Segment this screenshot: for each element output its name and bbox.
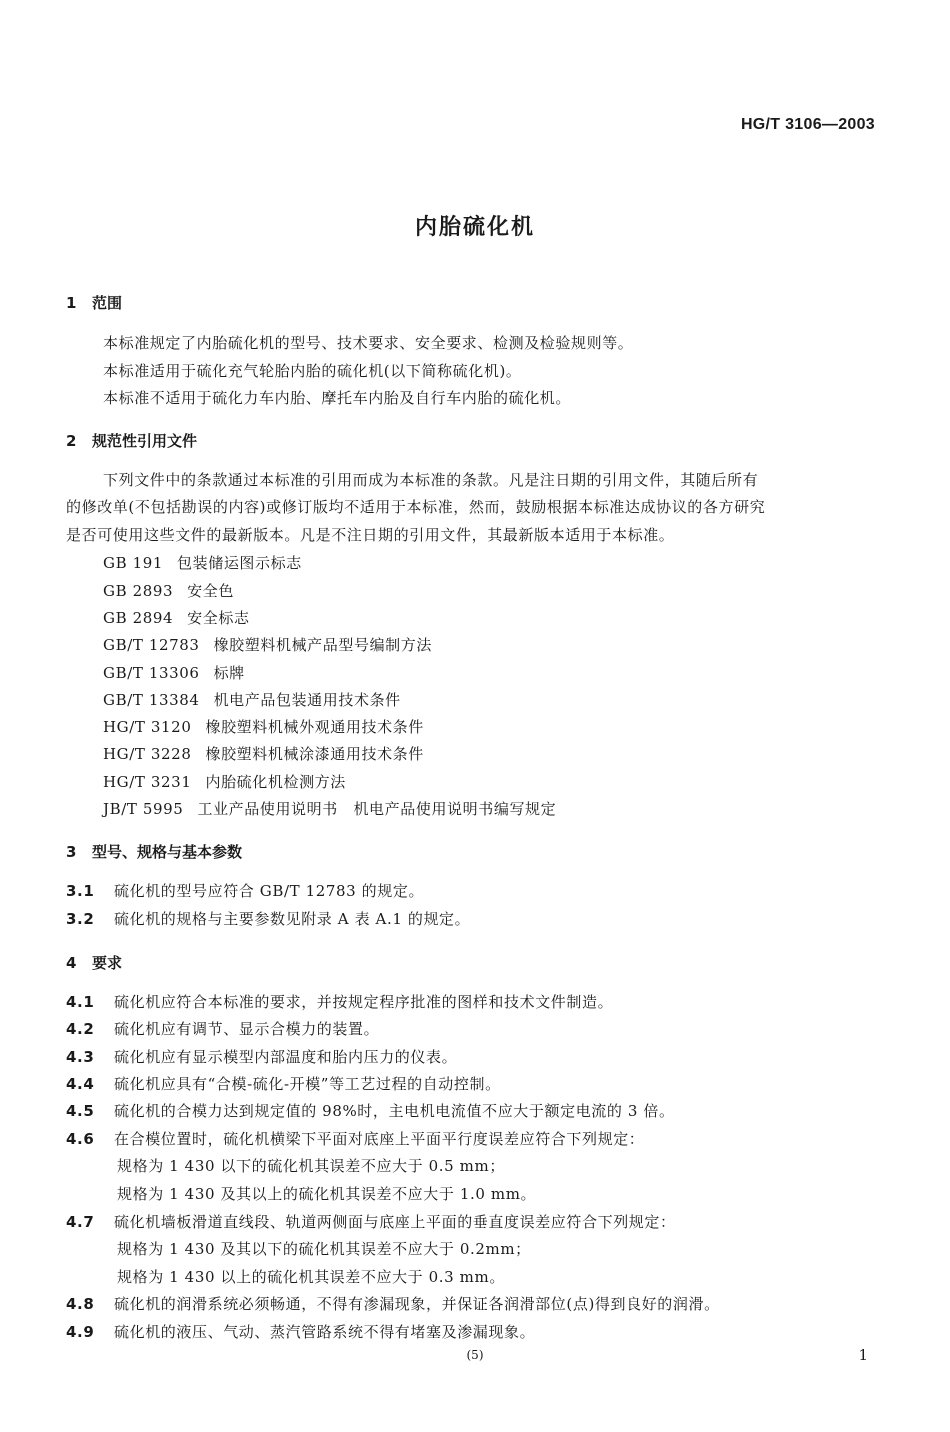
- document-title: 内胎硫化机: [414, 215, 535, 240]
- clause-text: 硫化机的合模力达到规定值的 98%时，主电机电流值不应大于额定电流的 3 倍。: [114, 1102, 675, 1120]
- reference-code: GB/T 13306: [103, 664, 200, 682]
- reference-code: HG/T 3120: [103, 718, 192, 736]
- section-title: 规范性引用文件: [92, 432, 198, 450]
- section-number: 3: [66, 843, 77, 861]
- paragraph-line: 下列文件中的条款通过本标准的引用而成为本标准的条款。凡是注日期的引用文件，其随后所有: [103, 471, 759, 489]
- clause: [66, 1073, 501, 1094]
- inner-page-number: (5): [466, 1348, 484, 1362]
- clause-number: 4.2: [66, 1020, 95, 1038]
- reference-item: [103, 716, 424, 737]
- reference-code: GB 191: [103, 554, 164, 572]
- reference-item: [103, 798, 556, 819]
- paragraph-line: 本标准适用于硫化充气轮胎内胎的硫化机(以下简称硫化机)。: [103, 362, 522, 380]
- paragraph-line: 是否可使用这些文件的最新版本。凡是不注日期的引用文件，其最新版本适用于本标准。: [66, 526, 675, 544]
- section-2-heading: [66, 430, 197, 451]
- reference-item: [103, 607, 250, 628]
- clause: [66, 1128, 644, 1149]
- reference-code: HG/T 3228: [103, 745, 192, 763]
- clause: [66, 1100, 675, 1121]
- clause-text: 硫化机的规格与主要参数见附录 A 表 A.1 的规定。: [114, 910, 471, 928]
- clause: [66, 1321, 535, 1342]
- section-number: 4: [66, 954, 77, 972]
- section-3-heading: [66, 841, 242, 862]
- sub-item: 规格为 1 430 及其以上的硫化机其误差不应大于 1.0 mm。: [117, 1185, 537, 1203]
- clause-number: 4.8: [66, 1295, 95, 1313]
- paragraph-line: 本标准不适用于硫化力车内胎、摩托车内胎及自行车内胎的硫化机。: [103, 389, 572, 407]
- reference-code: GB/T 12783: [103, 636, 200, 654]
- section-1-heading: [66, 292, 122, 313]
- clause-text: 硫化机应有显示模型内部温度和胎内压力的仪表。: [114, 1048, 458, 1066]
- paragraph-line: 的修改单(不包括勘误的内容)或修订版均不适用于本标准，然而，鼓励根据本标准达成协议的各方研究: [66, 498, 766, 516]
- sub-item: 规格为 1 430 及其以下的硫化机其误差不应大于 0.2mm；: [117, 1240, 531, 1258]
- reference-name: 内胎硫化机检测方法: [205, 773, 346, 791]
- clause-number: 4.5: [66, 1102, 95, 1120]
- section-title: 范围: [92, 294, 123, 312]
- paragraph-line: 本标准规定了内胎硫化机的型号、技术要求、安全要求、检测及检验规则等。: [103, 334, 634, 352]
- reference-item: [103, 552, 302, 573]
- clause-number: 3.2: [66, 910, 95, 928]
- section-4-heading: [66, 952, 122, 973]
- reference-code: JB/T 5995: [103, 800, 184, 818]
- clause-number: 4.3: [66, 1048, 95, 1066]
- clause-text: 硫化机应符合本标准的要求，并按规定程序批准的图样和技术文件制造。: [114, 993, 614, 1011]
- section-title: 要求: [92, 954, 123, 972]
- reference-name: 橡胶塑料机械涂漆通用技术条件: [205, 745, 424, 763]
- reference-name: 标牌: [213, 664, 245, 682]
- clause-number: 3.1: [66, 882, 95, 900]
- page-number: 1: [858, 1346, 868, 1364]
- clause-text: 硫化机的润滑系统必须畅通，不得有渗漏现象，并保证各润滑部位(点)得到良好的润滑。: [114, 1295, 720, 1313]
- clause: [66, 1293, 720, 1314]
- reference-name: 安全标志: [187, 609, 250, 627]
- clause: [66, 1211, 676, 1232]
- clause: [66, 1046, 457, 1067]
- reference-name: 工业产品使用说明书 机电产品使用说明书编写规定: [197, 800, 557, 818]
- clause-text: 硫化机的型号应符合 GB/T 12783 的规定。: [114, 882, 425, 900]
- clause-text: 硫化机应具有“合模-硫化-开模”等工艺过程的自动控制。: [114, 1075, 501, 1093]
- reference-name: 安全色: [187, 582, 234, 600]
- clause: [66, 880, 424, 901]
- reference-name: 橡胶塑料机械产品型号编制方法: [213, 636, 432, 654]
- reference-code: GB/T 13384: [103, 691, 200, 709]
- reference-item: [103, 662, 245, 683]
- reference-item: [103, 580, 234, 601]
- section-number: 1: [66, 294, 77, 312]
- sub-item: 规格为 1 430 以上的硫化机其误差不应大于 0.3 mm。: [117, 1268, 505, 1286]
- clause: [66, 991, 613, 1012]
- sub-item: 规格为 1 430 以下的硫化机其误差不应大于 0.5 mm；: [117, 1157, 505, 1175]
- reference-item: [103, 771, 346, 792]
- clause-text: 硫化机墙板滑道直线段、轨道两侧面与底座上平面的垂直度误差应符合下列规定：: [114, 1213, 676, 1231]
- clause-number: 4.4: [66, 1075, 95, 1093]
- clause-text: 在合模位置时，硫化机横梁下平面对底座上平面平行度误差应符合下列规定：: [114, 1130, 645, 1148]
- reference-name: 包装储运图示标志: [177, 554, 302, 572]
- reference-item: [103, 634, 432, 655]
- reference-name: 机电产品包装通用技术条件: [213, 691, 401, 709]
- reference-code: GB 2894: [103, 609, 174, 627]
- section-title: 型号、规格与基本参数: [92, 843, 243, 861]
- section-number: 2: [66, 432, 77, 450]
- clause: [66, 908, 470, 929]
- reference-code: GB 2893: [103, 582, 174, 600]
- clause-number: 4.9: [66, 1323, 95, 1341]
- clause-number: 4.6: [66, 1130, 95, 1148]
- clause-text: 硫化机应有调节、显示合模力的装置。: [114, 1020, 380, 1038]
- reference-item: [103, 743, 424, 764]
- clause-text: 硫化机的液压、气动、蒸汽管路系统不得有堵塞及渗漏现象。: [114, 1323, 536, 1341]
- reference-code: HG/T 3231: [103, 773, 192, 791]
- clause: [66, 1018, 379, 1039]
- standard-code: HG/T 3106—2003: [740, 116, 875, 133]
- reference-name: 橡胶塑料机械外观通用技术条件: [205, 718, 424, 736]
- clause-number: 4.1: [66, 993, 95, 1011]
- clause-number: 4.7: [66, 1213, 95, 1231]
- reference-item: [103, 689, 401, 710]
